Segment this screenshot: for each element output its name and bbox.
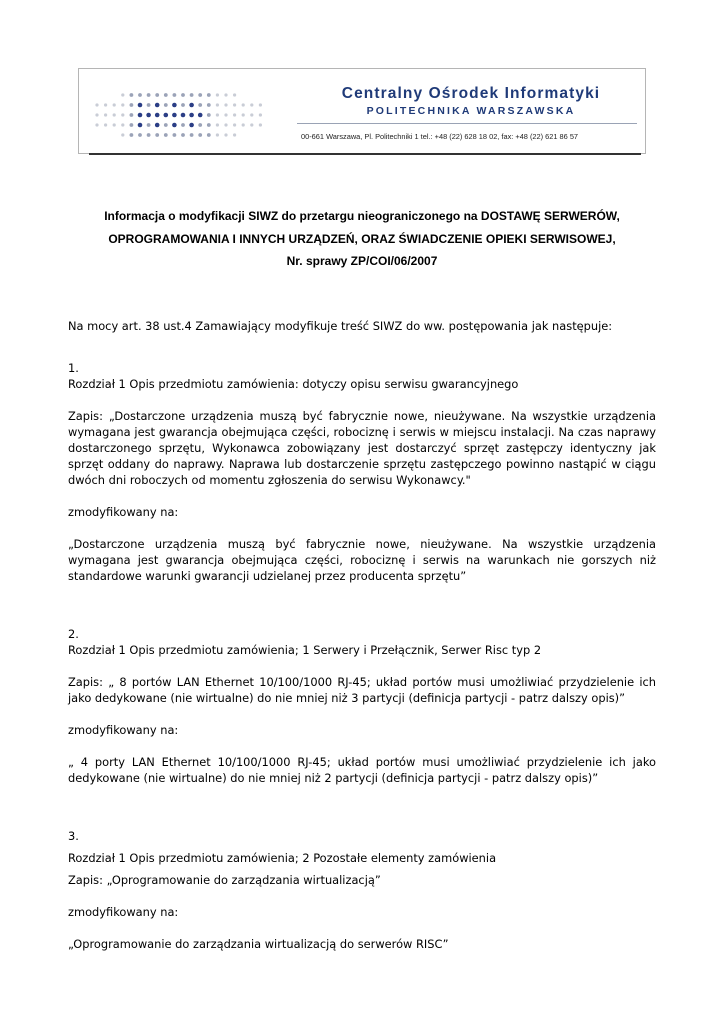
section-chapter: Rozdział 1 Opis przedmiotu zamówienia; 1 Serwery i Przełącznik, Serwer Risc typ 2 [68,643,542,657]
section-chapter: Rozdział 1 Opis przedmiotu zamówienia; 2 Pozostałe elementy zamówienia [68,851,497,865]
heading-line-2: OPROGRAMOWANIA I INNYCH URZĄDZEŃ, ORAZ ŚWIADCZENIE OPIEKI SERWISOWEJ, [108,231,616,246]
letterhead-subtitle: POLITECHNIKA WARSZAWSKA [366,105,576,117]
logo-dot [216,133,219,136]
logo-dot [181,103,185,107]
logo-dot [164,123,168,127]
logo-dot [172,123,177,128]
logo-dot [224,103,227,106]
logo-dot [189,123,194,128]
logo-dot [164,103,168,107]
section-2 [68,626,656,786]
logo-dot [259,103,262,106]
logo-dot [173,93,177,97]
logo-dot [147,93,151,97]
logo-dot [259,123,262,126]
section-modified-label: zmodyfikowany na: [68,723,179,737]
logo-dots-icon [87,87,332,143]
logo-dot [147,123,151,127]
logo-dot [113,113,116,116]
logo-dot [121,93,124,96]
section-1 [68,360,656,584]
logo-dot [207,123,211,127]
logo-dot [164,133,168,137]
logo-dot [198,103,202,107]
logo-dot [189,103,194,108]
logo-dot [233,93,236,96]
logo-dot [233,103,236,106]
logo-dot [172,113,177,118]
logo-dot [233,133,236,136]
logo-dot [121,103,124,106]
logo-dot [155,123,160,128]
logo-dot [104,113,107,116]
section-modified-text: „Oprogramowanie do zarządzania wirtualizacją do serwerów RISC” [68,937,449,951]
logo-dot [155,93,159,97]
logo-dot [104,103,107,106]
letterhead-divider [297,123,637,124]
logo-dot [233,113,236,116]
section-number: 3. [68,829,79,843]
logo-dot [155,113,160,118]
logo-dot [138,133,142,137]
section-chapter: Rozdział 1 Opis przedmiotu zamówienia: dotyczy opisu serwisu gwarancyjnego [68,377,519,391]
logo-dot [138,93,142,97]
section-number: 1. [68,361,79,375]
logo-dot [250,113,253,116]
logo-dot [216,123,219,126]
section-original-text: Zapis: „Oprogramowanie do zarządzania wirtualizacją” [68,873,381,887]
logo-dot [164,113,169,118]
intro-paragraph: Na mocy art. 38 ust.4 Zamawiający modyfikuje treść SIWZ do ww. postępowania jak następuje: [68,319,613,333]
logo-dot [224,133,227,136]
section-number: 2. [68,627,79,641]
logo-dot [198,93,202,97]
logo-dot [130,123,134,127]
letterhead-title: Centralny Ośrodek Informatyki [341,85,601,102]
logo-dot [181,123,185,127]
logo-dot [113,103,116,106]
logo-dot [198,133,202,137]
logo-dot [189,113,194,118]
logo-dot [216,93,219,96]
heading-line-1: Informacja o modyfikacji SIWZ do przetargu nieograniczonego na DOSTAWĘ SERWERÓW, [104,209,620,223]
logo-dot [250,123,253,126]
logo-dot [147,133,151,137]
logo-dot [173,133,177,137]
logo-dot [216,113,219,116]
logo-dot [155,103,160,108]
section-3 [68,828,656,952]
document-heading [68,205,656,273]
logo-dot [113,123,116,126]
section-modified-label: zmodyfikowany na: [68,505,179,519]
logo-dot [224,113,227,116]
logo-dot [207,93,211,97]
logo-dot [242,103,245,106]
logo-dot [259,113,262,116]
logo-dot [207,113,211,117]
section-modified-text: „ 4 porty LAN Ethernet 10/100/1000 RJ-45; układ portów musi umożliwiać przydzielenie ich jako dedykowane (nie wirtualne) do nie mniej niż 2 partycji (definicja partycji - patrz dalszy opis)” [68,755,656,785]
logo-dot [242,123,245,126]
logo-dot [190,93,194,97]
logo-dot [181,113,186,118]
logo-dot [121,133,124,136]
section-modified-text: „Dostarczone urządzenia muszą być fabrycznie nowe, nieużywane. Na wszystkie urządzenia wymagana jest gwarancja obejmująca części, robociznę i serwis na warunkach nie gorszych niż standardowe warunki gwarancji udzielanej przez producenta sprzętu” [68,537,656,583]
logo-dot [242,113,245,116]
letterhead [78,68,646,154]
logo-dot [138,123,143,128]
logo-dot [198,123,202,127]
letterhead-address: 00-661 Warszawa, Pl. Politechniki 1 tel.: +48 (22) 628 18 02, fax: +48 (22) 621 86 57 [301,132,579,141]
logo-dot [250,103,253,106]
logo-dot [207,133,211,137]
logo-dot [147,103,151,107]
logo-dot [95,103,98,106]
document-body [68,318,656,952]
section-modified-label: zmodyfikowany na: [68,905,179,919]
logo-dot [130,113,134,117]
logo-dot [104,123,107,126]
logo-dot [190,133,194,137]
logo-dot [130,133,134,137]
logo-dot [95,123,98,126]
logo-dot [198,113,203,118]
logo-dot [216,103,219,106]
logo-dot [138,103,143,108]
logo-dot [224,93,227,96]
logo-dot [181,133,185,137]
letterhead-bottom-rule [89,153,641,155]
logo-dot [130,93,134,97]
logo-dot [121,123,124,126]
logo-dot [138,113,143,118]
logo-dot [164,93,168,97]
logo-dot [181,93,185,97]
logo-dot [233,123,236,126]
section-original-text: Zapis: „Dostarczone urządzenia muszą być fabrycznie nowe, nieużywane. Na wszystkie urządzenia wymagana jest gwarancja obejmująca części, robociznę i serwis w miejscu instalacji. Na czas naprawy dostarczonego sprzętu, Wykonawca zobowiązany jest dostarczyć sprzęt zastępczy identyczny jak sprzęt oddany do naprawy. Naprawa lub dostarczenie sprzętu zastępczego powinno nastąpić w ciągu dwóch dni roboczych od momentu zgłoszenia do serwisu Wykonawcy." [68,409,656,487]
section-original-text: Zapis: „ 8 portów LAN Ethernet 10/100/1000 RJ-45; układ portów musi umożliwiać przydzielenie ich jako dedykowane (nie wirtualne) do nie mniej niż 3 partycji (definicja partycji - patrz dalszy opis)” [68,675,656,705]
logo-dot [121,113,124,116]
logo-dot [155,133,159,137]
logo-dot [207,103,211,107]
logo-dot [172,103,177,108]
logo-dot [224,123,227,126]
logo-dot [95,113,98,116]
logo-dot [146,113,151,118]
heading-line-3: Nr. sprawy ZP/COI/06/2007 [286,254,438,268]
logo-dot [130,103,134,107]
